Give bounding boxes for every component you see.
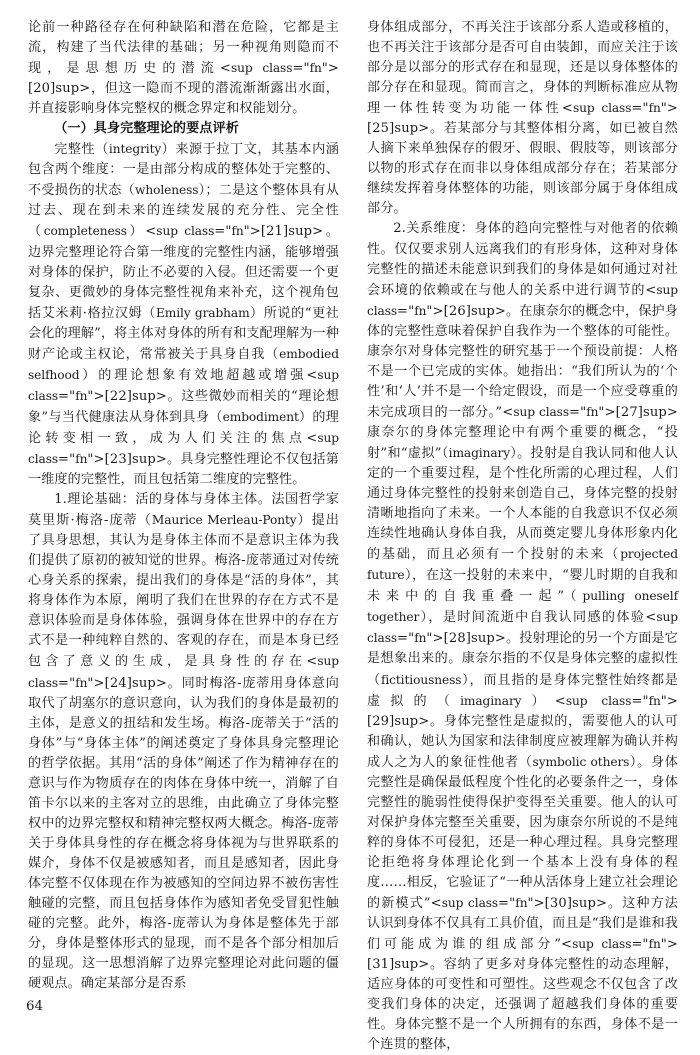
paragraph-theoretical-basis: 1.理论基础：活的身体与身体主体。法国哲学家莫里斯·梅洛-庞蒂（Maurice Merleau-Ponty）提出了具身思想，其认为是身体主体而不是意识主体为我们提供了原初的被知觉的世界。梅洛-庞蒂通过对传统心身关系的探索，提出我们的身体是“活的身体”，其将身体作为本原，阐明了我们在世界的存在方式不是意识体验而是身体体验，强调身体在世界中的存在方式不是一种纯粹自然的、客观的存在，而是本身已经包含了意义的生成，是具身性的存在<sup class="fn">[24]sup>。同时梅洛-庞蒂用身体意向取代了胡塞尔的意识意向，认为我们的身体是最初的主体，是意义的扭结和发生场。梅洛-庞蒂关于“活的身体”与“身体主体”的阐述奠定了身体具身完整理论的哲学依据。其用“活的身体”阐述了作为精神存在的意识与作为物质存在的肉体在身体中统一，消解了自笛卡尔以来的主客对立的思维，由此确立了身体完整权中的边界完整权和精神完整权两大概念。梅洛-庞蒂关于身体具身性的存在概念将身体视为与世界联系的媒介，身体不仅是被感知者，而且是感知者，因此身体完整不仅体现在作为被感知的空间边界不被伤害性触碰的完整，而且包括身体作为感知者免受冒犯性触碰的完整。此外，梅洛-庞蒂认为身体是整体先于部分，身体是整体形式的显现，而不是各个部分相加后的显现。这一思想消解了边界完整理论对此问题的僵硬观点。确定某部分是否系 [28,492,339,992]
paragraph-integrity-definition: 完整性（integrity）来源于拉丁文，其基本内涵包含两个维度：一是由部分构成的整体处于完整的、不受损伤的状态（wholeness）；二是这个整体具有从过去、现在到未来的连续发展的充分性、完全性（completeness）<sup class="fn">[21]sup>。边界完整理论符合第一维度的完整性内涵，能够增强对身体的保护，防止不必要的入侵。但还需要一个更复杂、更微妙的身体完整性视角来补充，这个视角包括艾米莉·格拉汉姆（Emily grabham）所说的“更社会化的理解”，将主体对身体的所有和支配理解为一种财产论或主权论，常常被关于具身自我（embodied selfhood）的理论想象有效地超越或增强<sup class="fn">[22]sup>。这些微妙而相关的“理论想象”与当代健康法从身体到具身（embodiment）的理论转变相一致，成为人们关注的焦点<sup class="fn">[23]sup>。具身完整性理论不仅包括第一维度的完整性，而且包括第二维度的完整性。 [28,142,339,488]
left-column [28,18,339,994]
right-column [367,18,678,1055]
paragraph-body-parts: 身体组成部分，不再关注于该部分系人造或移植的，也不再关注于该部分是否可自由装卸，而应关注于该部分是以部分的形式存在和显现，还是以身体整体的部分存在和显现。简而言之，身体的判断标准应从物理一体性转变为功能一体性<sup class="fn">[25]sup>。若某部分与其整体相分离，如已被自然人摘下来单独保存的假牙、假眼、假肢等，则该部分以物的形式存在而非以身体组成部分存在；若某部分继续发挥着身体整体的功能，则该部分属于身体组成部分。 [367,20,678,217]
section-heading-1: （一）具身完整理论的要点评析 [54,121,239,137]
paragraph-continuation: 论前一种路径存在何种缺陷和潜在危险，它都是主流，构建了当代法律的基础；另一种视角则隐而不现，是思想历史的潜流<sup class="fn">[20]sup>，但这一隐而不现的潜流渐渐露出水面，并直接影响身体完整权的概念界定和权能划分。 [28,20,339,117]
paragraph-relational-dimension: 2.关系维度：身体的趋向完整性与对他者的依赖性。仅仅要求别人远离我们的有形身体，这种对身体完整性的描述未能意识到我们的身体是如何通过对社会环境的依赖或在与他人的关系中进行调节的<sup class="fn">[26]sup>。在康奈尔的概念中，保护身体的完整性意味着保护自我作为一个整体的可能性。康奈尔对身体完整性的研究基于一个预设前提：人格不是一个已完成的实体。她指出：“我们所认为的‘个性’和‘人’并不是一个给定假设，而是一个应受尊重的未完成项目的一部分。”<sup class="fn">[27]sup>康奈尔的身体完整理论中有两个重要的概念，“投射”和“虚拟”（imaginary）。投射是自我认同和他人认定的一个重要过程，是个性化所需的心理过程，人们通过身体完整性的投射来创造自己，身体完整的投射清晰地指向了未来。一个人本能的自我意识不仅必须连续性地确认身体自我，从而奠定婴儿身体形象内化的基础，而且必须有一个投射的未来（projected future），在这一投射的未来中，“婴儿时期的自我和未来中的自我重叠一起”（pulling oneself together），是时间流逝中自我认同感的体验<sup class="fn">[28]sup>。投射理论的另一个方面是它是想象出来的。康奈尔指的不仅是身体完整的虚拟性（fictitiousness），而且指的是身体完整性始终都是虚拟的（imaginary）<sup class="fn">[29]sup>。身体完整性是虚拟的，需要他人的认可和确认，她认为国家和法律制度应被理解为确认并构成人之为人的象征性他者（symbolic others）。身体完整性是确保最低程度个性化的必要条件之一，身体完整性的脆弱性使得保护变得至关重要。他人的认可对保护身体完整至关重要，因为康奈尔所说的不是纯粹的身体不可侵犯，还是一种心理过程。具身完整理论拒绝将身体理论化到一个基本上没有身体的程度……相反，它验证了“一种从活体身上建立社会理论的新模式”<sup class="fn">[30]sup>。这种方法认识到身体不仅具有工具价值，而且是“我们是谁和我们可能成为谁的组成部分”<sup class="fn">[31]sup>。容纳了更多对身体完整性的动态理解，适应身体的可变性和可塑性。这些观念不仅包含了改变我们身体的决定，还强调了超越我们身体的重要性。身体完整不是一个人所拥有的东西，身体不是一个连贯的整体， [367,221,678,1053]
page-number: 64 [26,999,44,1014]
